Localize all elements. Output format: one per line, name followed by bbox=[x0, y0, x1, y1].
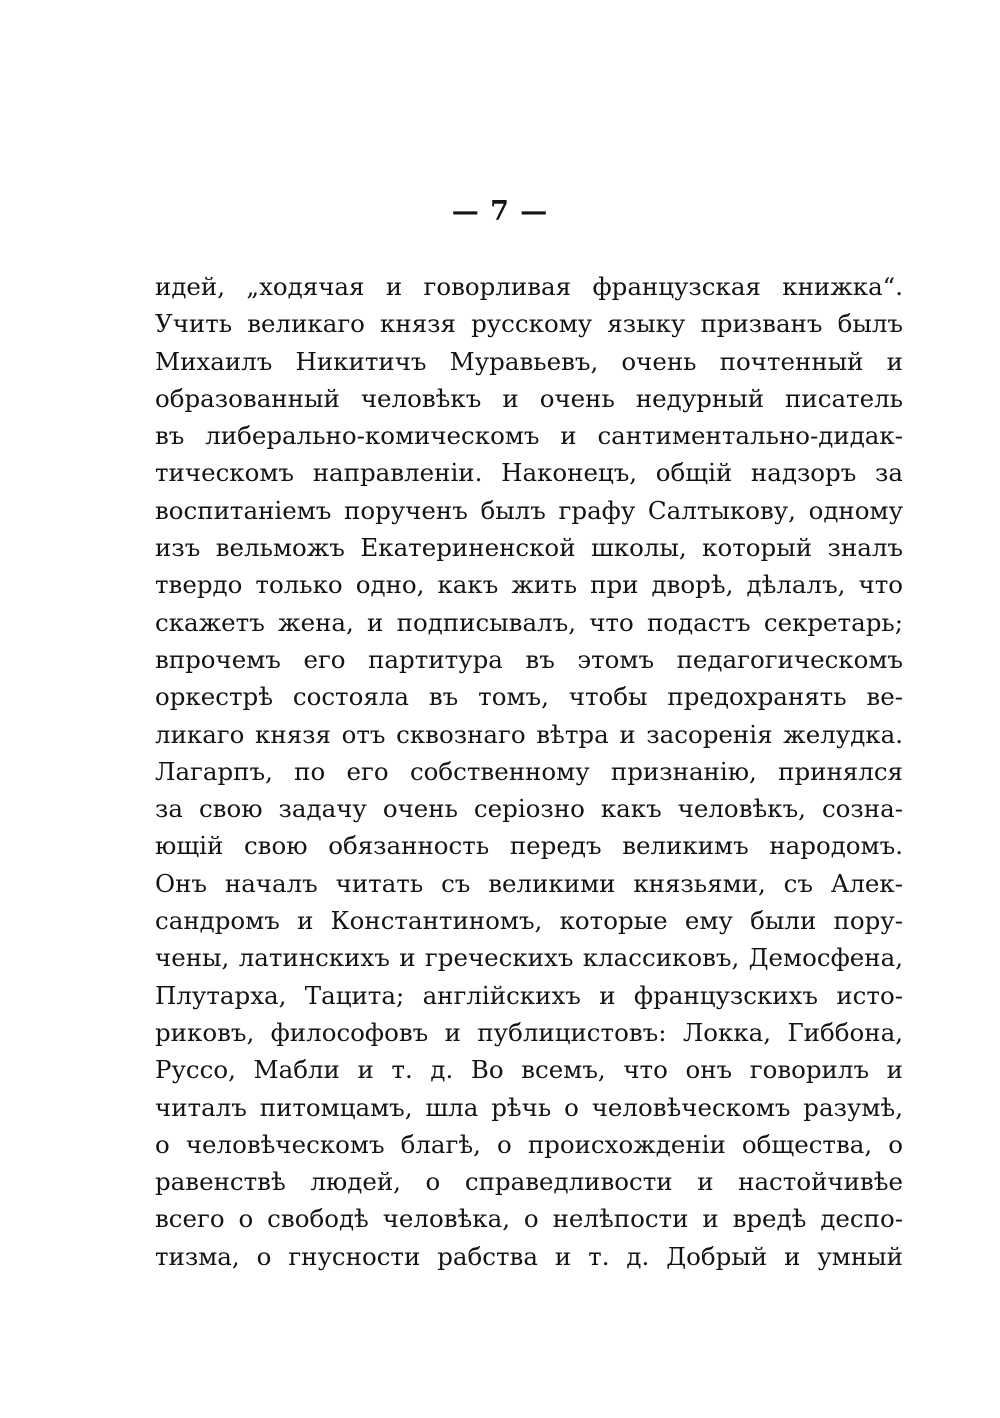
text-line: сандромъ и Константиномъ, которые ему были пору- bbox=[155, 906, 903, 936]
text-line: скажетъ жена, и подписывалъ, что подастъ секретарь; bbox=[155, 607, 903, 637]
text-line: тизма, о гнусности рабства и т. д. Добрый и умный bbox=[155, 1241, 903, 1271]
text-line: тическомъ направленіи. Наконецъ, общій надзоръ за bbox=[155, 458, 903, 488]
text-line: оркестрѣ состояла въ томъ, чтобы предохранять ве- bbox=[155, 682, 903, 712]
text-line: чены, латинскихъ и греческихъ классиковъ, Демосфена, bbox=[155, 943, 903, 973]
text-line: Онъ началъ читать съ великими князьями, съ Алек- bbox=[155, 868, 903, 898]
page-number: — 7 — bbox=[451, 196, 549, 227]
text-line: воспитаніемъ порученъ былъ графу Салтыкову, одному bbox=[155, 495, 903, 525]
text-line: идей, „ходячая и говорливая французская книжка“. bbox=[155, 272, 903, 301]
text-line: за свою задачу очень серіозно какъ человѣкъ, созна- bbox=[155, 794, 903, 824]
text-line: Плутарха, Тацита; англійскихъ и французскихъ исто- bbox=[155, 980, 903, 1010]
text-line: читалъ питомцамъ, шла рѣчь о человѣческомъ разумѣ, bbox=[155, 1092, 903, 1122]
text-line: Лагарпъ, по его собственному признанію, принялся bbox=[155, 756, 903, 786]
text-line: ликаго князя отъ сквознаго вѣтра и засоренія желудка. bbox=[155, 719, 903, 749]
text-line: ющій свою обязанность передъ великимъ народомъ. bbox=[155, 831, 903, 861]
text-line: равенствѣ людей, о справедливости и настойчивѣе bbox=[155, 1167, 903, 1197]
text-line: въ либерально-комическомъ и сантиментально-дидак- bbox=[155, 421, 903, 451]
text-line: впрочемъ его партитура въ этомъ педагогическомъ bbox=[155, 644, 903, 674]
text-line: Михаилъ Никитичъ Муравьевъ, очень почтенный и bbox=[155, 346, 903, 376]
text-line: о человѣческомъ благѣ, о происхожденіи общества, о bbox=[155, 1129, 903, 1159]
text-line: риковъ, философовъ и публицистовъ: Локка, Гиббона, bbox=[155, 1017, 903, 1047]
text-line: изъ вельможъ Екатериненской школы, который зналъ bbox=[155, 533, 903, 563]
body-text bbox=[155, 268, 903, 1275]
text-line: всего о свободѣ человѣка, о нелѣпости и вредѣ деспо- bbox=[155, 1204, 903, 1234]
text-line: твердо только одно, какъ жить при дворѣ, дѣлалъ, что bbox=[155, 570, 903, 600]
text-line: Руссо, Мабли и т. д. Во всемъ, что онъ говорилъ и bbox=[155, 1055, 903, 1085]
text-line: образованный человѣкъ и очень недурный писатель bbox=[155, 383, 903, 413]
text-line: Учить великаго князя русскому языку призванъ былъ bbox=[155, 309, 903, 339]
